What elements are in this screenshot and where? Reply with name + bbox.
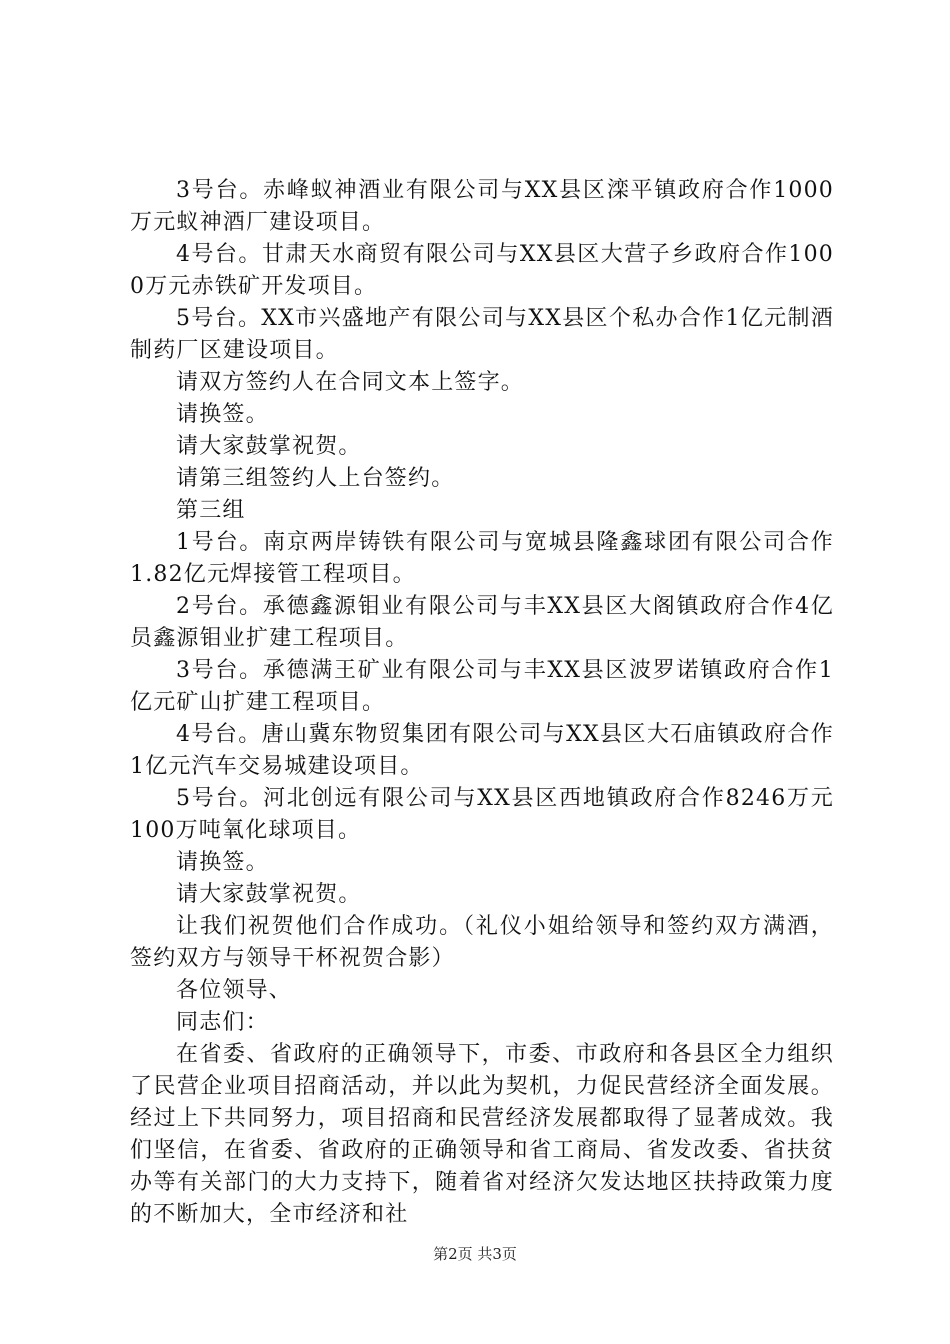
paragraph: 5号台。XX市兴盛地产有限公司与XX县区个私办合作1亿元制酒制药厂区建设项目。 [130,306,834,363]
salutation: 各位领导、 [176,978,293,1003]
page-footer: 第2页 共3页 [433,1245,517,1263]
paragraph: 让我们祝贺他们合作成功。（礼仪小姐给领导和签约双方满酒，签约双方与领导干杯祝贺合影） [130,914,834,971]
paragraph: 在省委、省政府的正确领导下，市委、市政府和各县区全力组织了民营企业项目招商活动，并以此为契机，力促民营经济全面发展。经过上下共同努力，项目招商和民营经济发展都取得了显著成效。我们坚信，在省委、省政府的正确领导和省工商局、省发改委、省扶贫办等有关部门的大力支持下，随着省对经济欠发达地区扶持政策力度的不断加大，全市经济和社 [130,1042,834,1227]
paragraph: 4号台。甘肃天水商贸有限公司与XX县区大营子乡政府合作1000万元赤铁矿开发项目。 [130,242,834,299]
paragraph: 请换签。 [176,402,269,427]
paragraph: 请大家鼓掌祝贺。 [176,434,362,459]
body-text [130,175,834,1231]
paragraph: 请换签。 [176,850,269,875]
paragraph: 3号台。赤峰蚁神酒业有限公司与XX县区滦平镇政府合作1000万元蚁神酒厂建设项目。 [130,178,834,235]
salutation: 同志们： [176,1010,269,1035]
paragraph: 5号台。河北创远有限公司与XX县区西地镇政府合作8246万元100万吨氧化球项目。 [130,786,834,843]
paragraph: 请大家鼓掌祝贺。 [176,882,362,907]
paragraph: 3号台。承德满王矿业有限公司与丰XX县区波罗诺镇政府合作1亿元矿山扩建工程项目。 [130,658,834,715]
paragraph: 4号台。唐山冀东物贸集团有限公司与XX县区大石庙镇政府合作1亿元汽车交易城建设项目。 [130,722,834,779]
paragraph: 请双方签约人在合同文本上签字。 [176,370,525,395]
paragraph: 请第三组签约人上台签约。 [176,466,455,491]
paragraph: 2号台。承德鑫源钼业有限公司与丰XX县区大阁镇政府合作4亿员鑫源钼业扩建工程项目。 [130,594,834,651]
section-heading: 第三组 [176,498,246,523]
paragraph: 1号台。南京两岸铸铁有限公司与宽城县隆鑫球团有限公司合作1.82亿元焊接管工程项目。 [130,530,834,587]
